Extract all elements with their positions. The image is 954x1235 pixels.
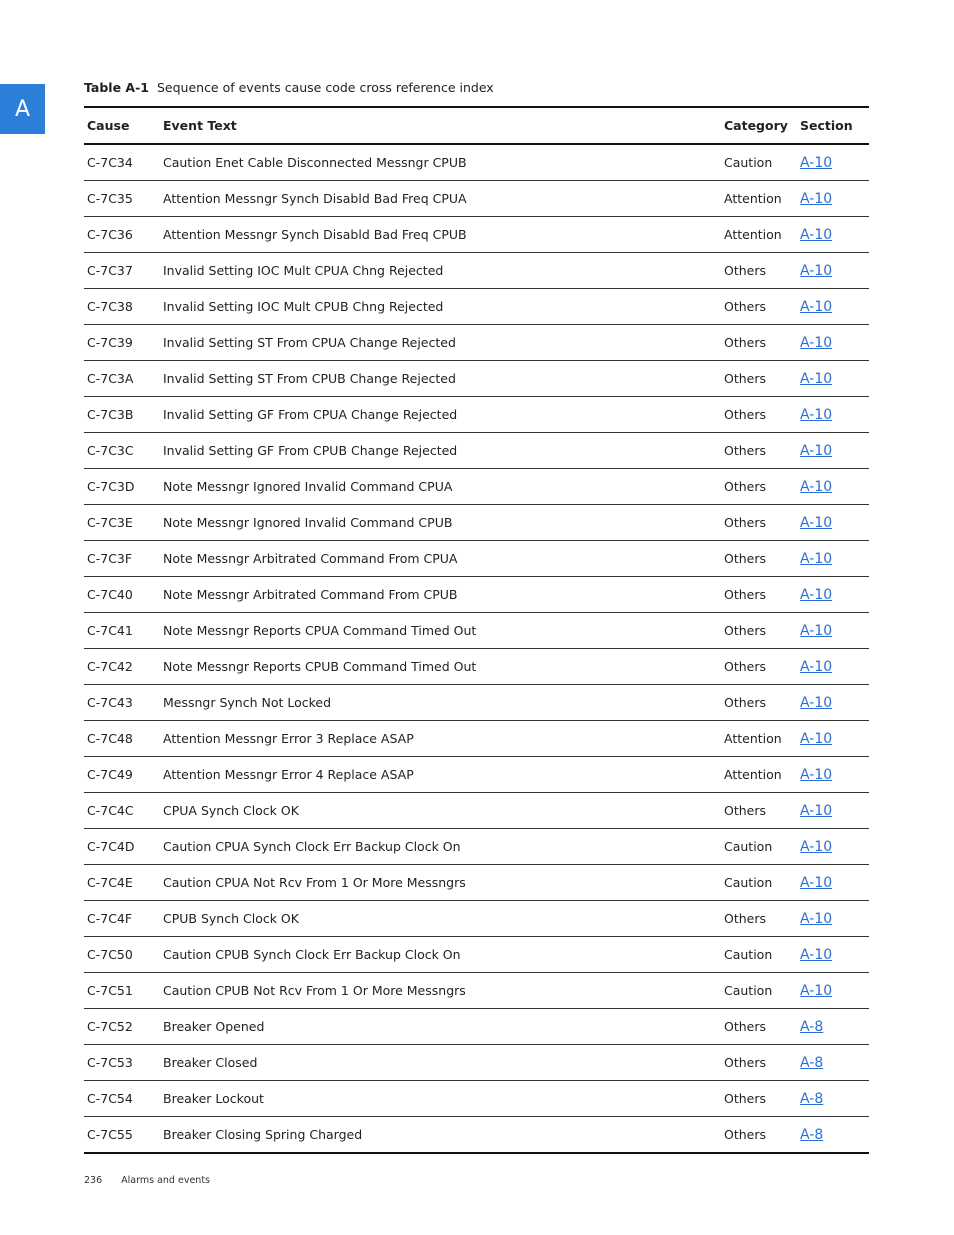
cause-code-cell: C-7C42	[84, 649, 160, 685]
event-text-cell: CPUA Synch Clock OK	[160, 793, 721, 829]
table-row	[84, 757, 869, 793]
section-cell	[797, 1081, 869, 1117]
category-cell: Others	[721, 289, 797, 325]
section-cell	[797, 541, 869, 577]
table-row	[84, 721, 869, 757]
table-row	[84, 469, 869, 505]
table-header-row	[84, 107, 869, 144]
page-footer	[84, 1175, 210, 1186]
category-cell: Others	[721, 361, 797, 397]
cause-code-cell: C-7C4C	[84, 793, 160, 829]
section-link[interactable]: A-10	[800, 190, 833, 207]
event-text-cell: Note Messngr Arbitrated Command From CPUB	[160, 577, 721, 613]
table-row	[84, 577, 869, 613]
cause-code-cell: C-7C54	[84, 1081, 160, 1117]
category-cell: Others	[721, 1045, 797, 1081]
section-link[interactable]: A-10	[800, 982, 833, 999]
section-cell	[797, 685, 869, 721]
category-cell: Others	[721, 433, 797, 469]
section-cell	[797, 253, 869, 289]
cause-code-cell: C-7C34	[84, 144, 160, 181]
section-cell	[797, 757, 869, 793]
cause-code-cell: C-7C51	[84, 973, 160, 1009]
cause-code-cell: C-7C41	[84, 613, 160, 649]
section-link[interactable]: A-10	[800, 442, 833, 459]
section-cell	[797, 1009, 869, 1045]
section-cell	[797, 289, 869, 325]
cause-code-cell: C-7C39	[84, 325, 160, 361]
table-row	[84, 613, 869, 649]
table-row	[84, 1117, 869, 1154]
category-cell: Others	[721, 793, 797, 829]
section-link[interactable]: A-10	[800, 874, 833, 891]
section-cell	[797, 865, 869, 901]
event-text-cell: Invalid Setting ST From CPUB Change Rejected	[160, 361, 721, 397]
section-cell	[797, 937, 869, 973]
table-row	[84, 433, 869, 469]
cause-code-cell: C-7C37	[84, 253, 160, 289]
column-header-category: Category	[721, 107, 797, 144]
cause-code-cell: C-7C36	[84, 217, 160, 253]
category-cell: Caution	[721, 144, 797, 181]
section-cell	[797, 397, 869, 433]
event-text-cell: Invalid Setting IOC Mult CPUA Chng Rejected	[160, 253, 721, 289]
section-link[interactable]: A-10	[800, 694, 833, 711]
section-cell	[797, 144, 869, 181]
table-row	[84, 289, 869, 325]
chapter-title: Alarms and events	[121, 1175, 210, 1186]
event-text-cell: Breaker Opened	[160, 1009, 721, 1045]
event-text-cell: Breaker Lockout	[160, 1081, 721, 1117]
event-text-cell: Invalid Setting ST From CPUA Change Rejected	[160, 325, 721, 361]
cause-code-cell: C-7C55	[87, 1127, 133, 1142]
section-link[interactable]: A-10	[800, 154, 833, 171]
event-text-cell: Caution CPUA Not Rcv From 1 Or More Messngrs	[160, 865, 721, 901]
section-link[interactable]: A-10	[800, 586, 833, 603]
section-link[interactable]: A-10	[800, 226, 833, 243]
section-link[interactable]: A-10	[800, 406, 833, 423]
section-cell	[797, 1117, 869, 1154]
category-cell: Others	[721, 1009, 797, 1045]
event-text-cell: Note Messngr Ignored Invalid Command CPUA	[160, 469, 721, 505]
table-row	[84, 865, 869, 901]
category-cell: Others	[721, 253, 797, 289]
category-cell: Others	[721, 1081, 797, 1117]
category-cell: Caution	[721, 865, 797, 901]
category-cell: Others	[721, 901, 797, 937]
section-link[interactable]: A-10	[800, 478, 833, 495]
category-cell: Attention	[721, 181, 797, 217]
cause-code-cell: C-7C48	[84, 721, 160, 757]
table-row	[84, 253, 869, 289]
category-cell: Others	[721, 541, 797, 577]
table-row	[84, 505, 869, 541]
section-cell	[797, 325, 869, 361]
category-cell: Others	[721, 685, 797, 721]
event-text-cell: Attention Messngr Synch Disabld Bad Freq CPUB	[160, 217, 721, 253]
category-cell: Attention	[721, 757, 797, 793]
cause-code-cell: C-7C3D	[84, 469, 160, 505]
event-text-cell: Note Messngr Ignored Invalid Command CPUB	[160, 505, 721, 541]
section-cell	[797, 181, 869, 217]
section-cell	[797, 361, 869, 397]
cause-code-cell: C-7C40	[84, 577, 160, 613]
category-cell: Others	[721, 613, 797, 649]
category-cell: Caution	[721, 829, 797, 865]
cause-code-table	[84, 106, 869, 1154]
event-text-cell: Attention Messngr Error 4 Replace ASAP	[160, 757, 721, 793]
event-text-cell: Invalid Setting IOC Mult CPUB Chng Rejected	[160, 289, 721, 325]
section-cell	[797, 721, 869, 757]
section-link[interactable]: A-10	[800, 730, 833, 747]
section-link[interactable]: A-10	[800, 802, 833, 819]
section-cell	[797, 505, 869, 541]
column-header-cause: Cause	[84, 107, 160, 144]
section-link[interactable]: A-10	[800, 910, 833, 927]
section-cell	[797, 793, 869, 829]
section-link[interactable]: A-10	[800, 334, 833, 351]
section-link[interactable]: A-10	[800, 658, 833, 675]
table-row	[84, 793, 869, 829]
section-tab-a[interactable]: A	[0, 84, 45, 134]
event-text-cell: Breaker Closed	[160, 1045, 721, 1081]
table-number: Table A-1	[84, 80, 149, 95]
table-row	[84, 1081, 869, 1117]
cause-code-cell: C-7C53	[84, 1045, 160, 1081]
table-title: Sequence of events cause code cross reference index	[156, 80, 494, 95]
section-cell	[797, 433, 869, 469]
cause-code-cell: C-7C4D	[84, 829, 160, 865]
event-text-cell: Caution CPUB Not Rcv From 1 Or More Messngrs	[160, 973, 721, 1009]
section-cell	[797, 469, 869, 505]
event-text-cell: Note Messngr Reports CPUA Command Timed Out	[160, 613, 721, 649]
section-link[interactable]: A-10	[800, 370, 833, 387]
section-cell	[797, 577, 869, 613]
event-text-cell: Caution CPUA Synch Clock Err Backup Clock On	[160, 829, 721, 865]
section-cell	[797, 613, 869, 649]
section-link[interactable]: A-10	[800, 550, 833, 567]
cause-code-cell: C-7C4E	[84, 865, 160, 901]
cause-code-cell: C-7C38	[84, 289, 160, 325]
table-row	[84, 1009, 869, 1045]
category-cell: Others	[721, 649, 797, 685]
category-cell: Caution	[721, 973, 797, 1009]
cause-code-cell: C-7C3F	[84, 541, 160, 577]
table-row	[84, 144, 869, 181]
section-link[interactable]: A-10	[800, 622, 833, 639]
category-cell: Others	[721, 325, 797, 361]
table-row	[84, 217, 869, 253]
table-row	[84, 397, 869, 433]
category-cell: Attention	[721, 721, 797, 757]
section-link[interactable]: A-10	[800, 298, 833, 315]
section-link[interactable]: A-8	[800, 1018, 824, 1035]
event-text-cell: Attention Messngr Synch Disabld Bad Freq CPUA	[160, 181, 721, 217]
category-cell: Others	[721, 505, 797, 541]
table-row	[84, 937, 869, 973]
cause-code-cell: C-7C3B	[84, 397, 160, 433]
section-link[interactable]: A-10	[800, 838, 833, 855]
event-text-cell: Note Messngr Reports CPUB Command Timed Out	[160, 649, 721, 685]
event-text-cell: Caution Enet Cable Disconnected Messngr CPUB	[160, 144, 721, 181]
category-cell: Others	[724, 1127, 767, 1142]
section-cell	[797, 973, 869, 1009]
section-link[interactable]: A-10	[800, 946, 833, 963]
section-link[interactable]: A-10	[800, 766, 833, 783]
section-link[interactable]: A-8	[800, 1090, 824, 1107]
table-row	[84, 685, 869, 721]
event-text-cell: Note Messngr Arbitrated Command From CPUA	[160, 541, 721, 577]
section-link[interactable]: A-8	[800, 1054, 824, 1071]
category-cell: Others	[721, 577, 797, 613]
cause-code-cell: C-7C4F	[84, 901, 160, 937]
section-cell	[797, 901, 869, 937]
section-cell	[797, 1045, 869, 1081]
table-row	[84, 1045, 869, 1081]
section-link[interactable]: A-10	[800, 262, 833, 279]
event-text-cell: Attention Messngr Error 3 Replace ASAP	[160, 721, 721, 757]
table-caption	[84, 80, 494, 95]
page-number: 236	[84, 1175, 103, 1186]
event-text-cell: Invalid Setting GF From CPUB Change Rejected	[160, 433, 721, 469]
cause-code-cell: C-7C50	[84, 937, 160, 973]
table-row	[84, 901, 869, 937]
category-cell: Attention	[721, 217, 797, 253]
event-text-cell: Breaker Closing Spring Charged	[163, 1127, 363, 1142]
section-cell	[797, 649, 869, 685]
cause-code-cell: C-7C3E	[84, 505, 160, 541]
table-row	[84, 541, 869, 577]
table-row	[84, 649, 869, 685]
table-row	[84, 829, 869, 865]
category-cell: Others	[721, 469, 797, 505]
table-row	[84, 361, 869, 397]
cause-code-cell: C-7C52	[84, 1009, 160, 1045]
cause-code-cell: C-7C3A	[84, 361, 160, 397]
section-link[interactable]: A-8	[800, 1126, 824, 1143]
event-text-cell: Messngr Synch Not Locked	[160, 685, 721, 721]
category-cell: Others	[721, 397, 797, 433]
event-text-cell: CPUB Synch Clock OK	[160, 901, 721, 937]
cause-code-cell: C-7C3C	[84, 433, 160, 469]
column-header-event-text: Event Text	[160, 107, 721, 144]
cause-code-cell: C-7C49	[84, 757, 160, 793]
event-text-cell: Caution CPUB Synch Clock Err Backup Clock On	[160, 937, 721, 973]
table-row	[84, 181, 869, 217]
section-cell	[797, 829, 869, 865]
column-header-section: Section	[797, 107, 869, 144]
event-text-cell: Invalid Setting GF From CPUA Change Rejected	[160, 397, 721, 433]
table-row	[84, 973, 869, 1009]
section-cell	[797, 217, 869, 253]
category-cell: Caution	[721, 937, 797, 973]
section-link[interactable]: A-10	[800, 514, 833, 531]
cause-code-cell: C-7C43	[84, 685, 160, 721]
table-row	[84, 325, 869, 361]
cause-code-cell: C-7C35	[84, 181, 160, 217]
